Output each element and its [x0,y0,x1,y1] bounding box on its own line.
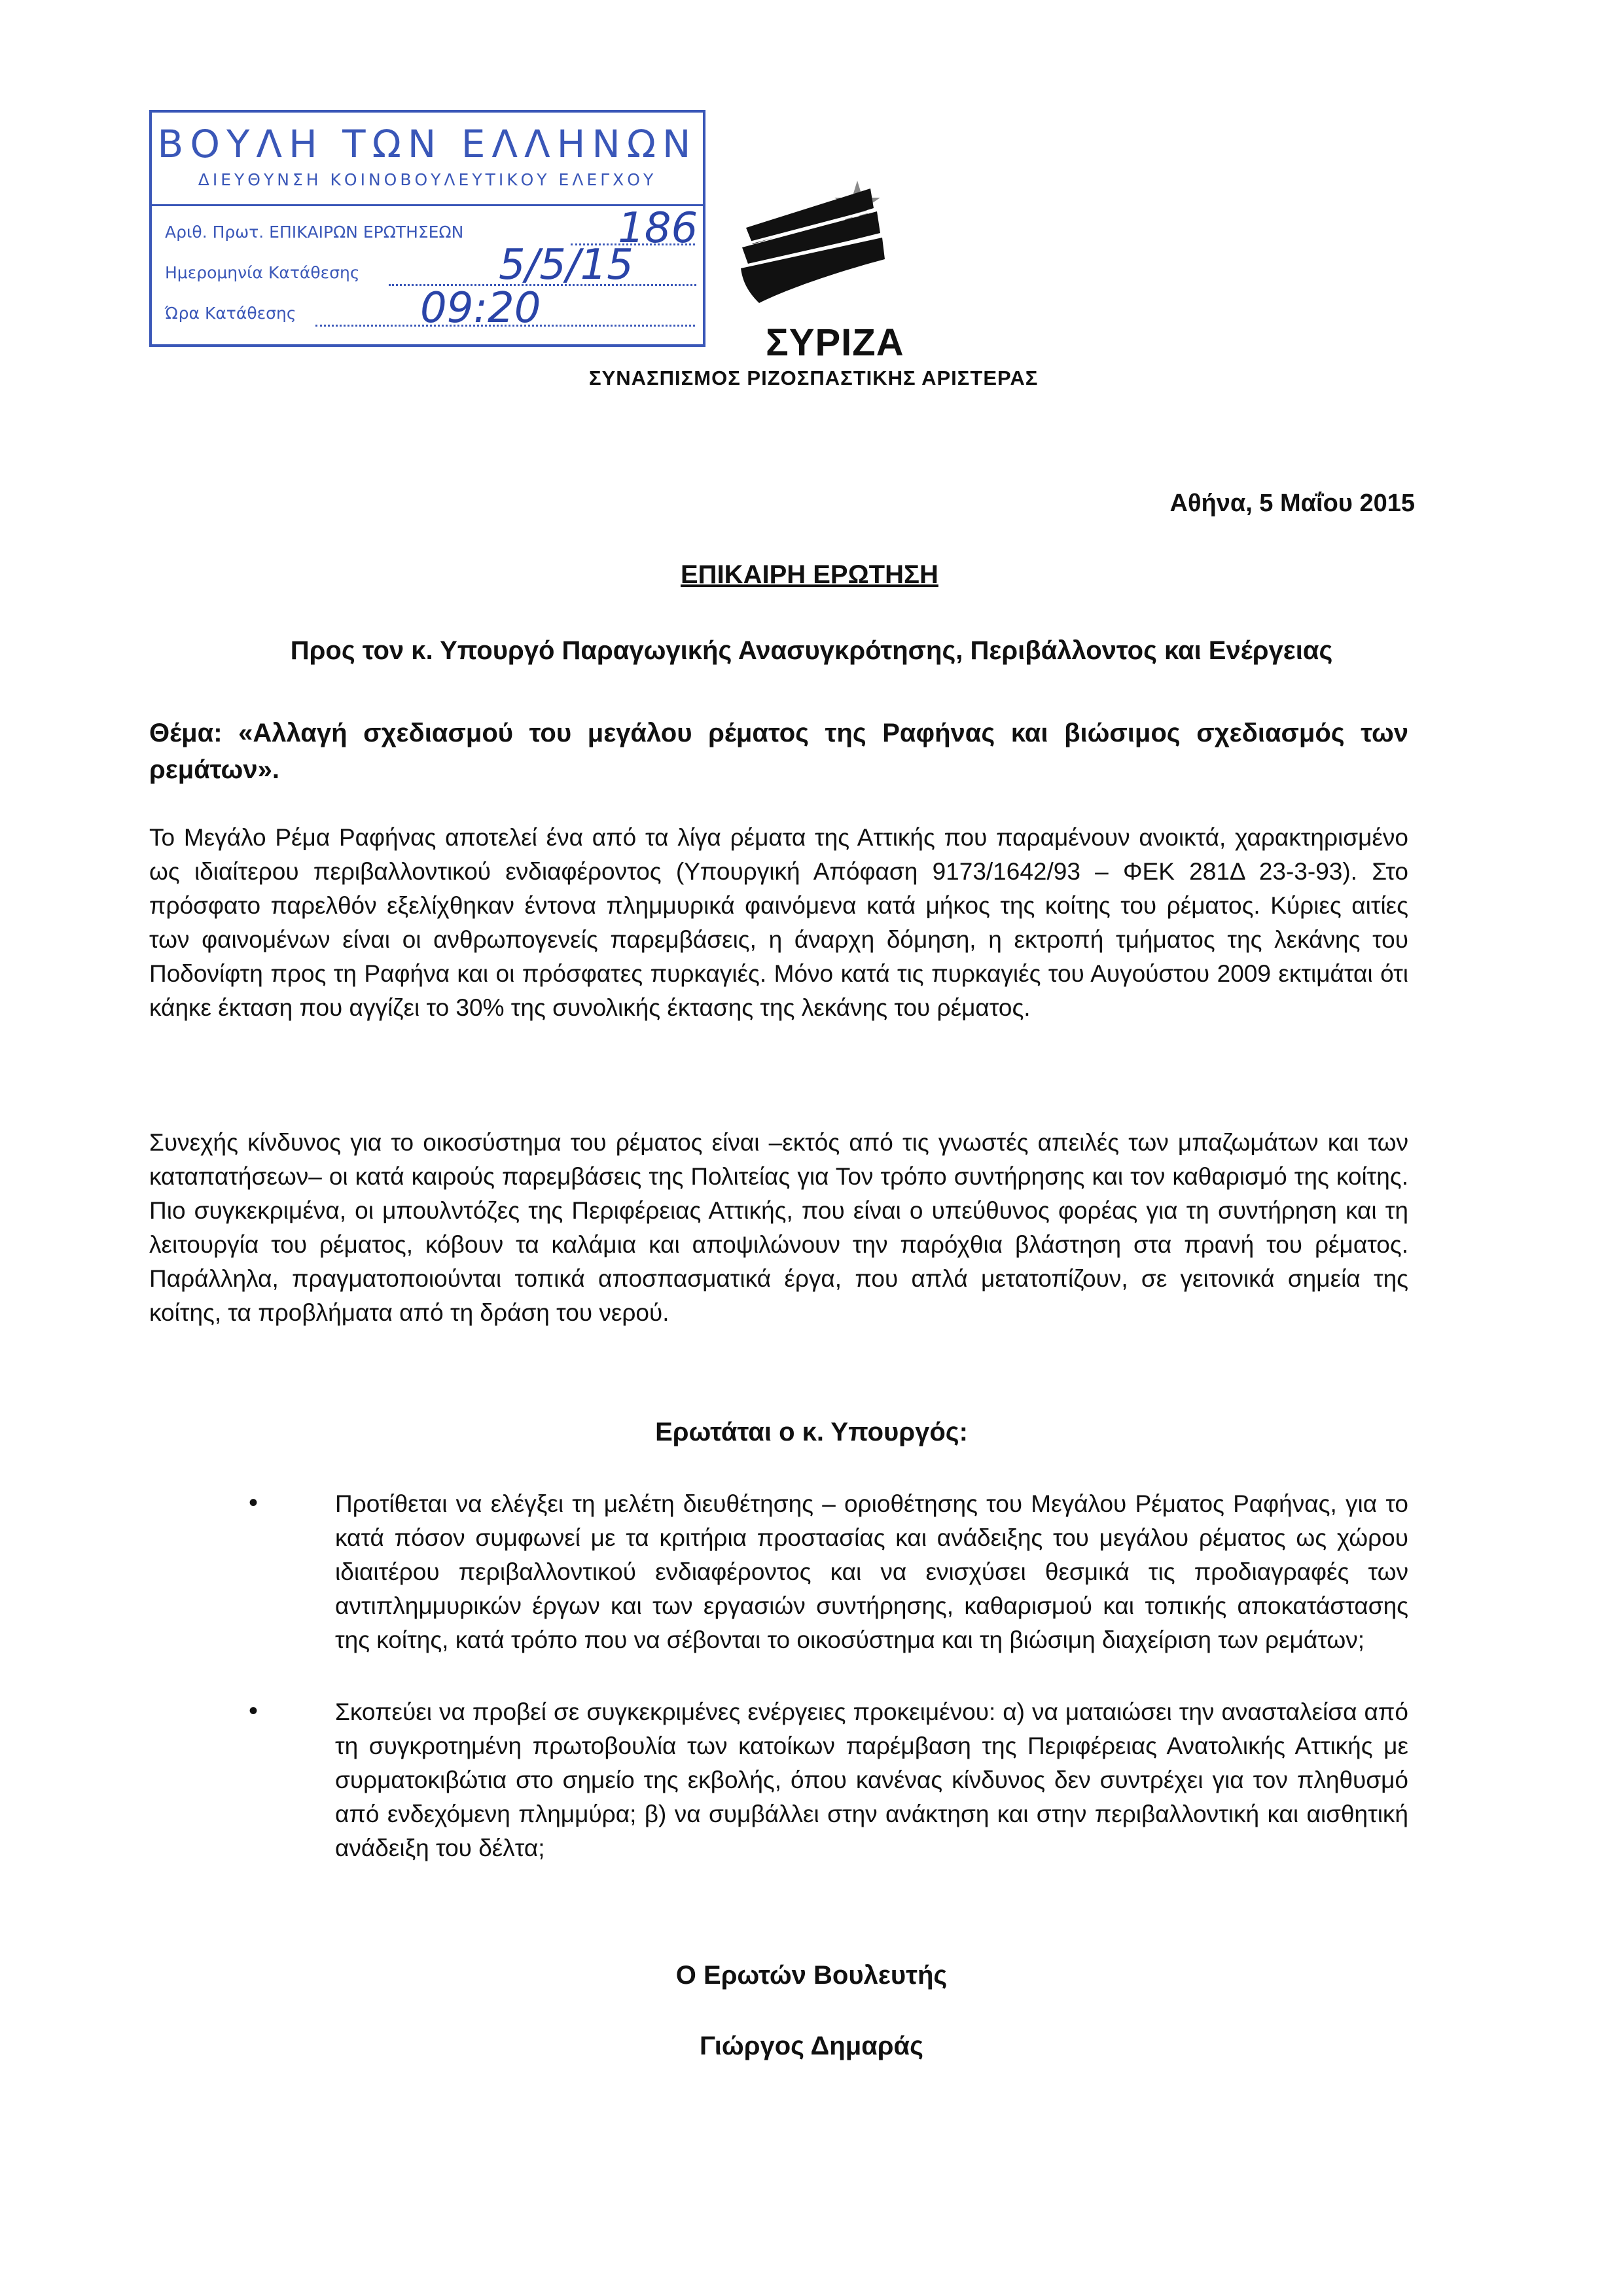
question-item: Σκοπεύει να προβεί σε συγκεκριμένες ενέργειες προκειμένου: α) να ματαιώσει την ανασταλείσα από τη συγκροτημένη πρωτοβουλία των κατοίκων παρέμβαση της Περιφέρειας Ανατολικής Αττικής με συρματοκιβώτια στο σημείο της εκβολής, όπου κανένας κίνδυνος δεν συντρέχει για τον πληθυσμό από ενδεχόμενη πλημμύρα; β) να συμβάλλει στην ανάκτηση και στην περιβαλλοντική και αισθητική ανάδειξη του δέλτα; [335,1698,1408,1861]
document-heading: ΕΠΙΚΑΙΡΗ ΕΡΩΤΗΣΗ [681,560,938,589]
party-name: ΣΥΡΙΖΑ [766,321,904,364]
question-item: Προτίθεται να ελέγξει τη μελέτη διευθέτησης – οριοθέτησης του Μεγάλου Ρέματος Ραφήνας, για το κατά πόσον συμφωνεί με τα κριτήρια προστασίας και ανάδειξης του μεγάλου ρέματος ως χώρου ιδιαιτέρου περιβαλλοντικού ενδιαφέροντος και να ενισχύσει θεσμικά τις προδιαγραφές των αντιπλημμυρικών έργων και των εργασιών συντήρησης, καθαρισμού και τοπικής αποκατάστασης της κοίτης, κατά τρόπο που να σέβονται το οικοσύστημα και τη βιώσιμη διαχείριση των ρεμάτων; [335,1490,1408,1653]
signoff: Ο Ερωτών Βουλευτής [675,1961,948,1990]
stamp-protocol-label: Αριθ. Πρωτ. ΕΠΙΚΑΙΡΩΝ ΕΡΩΤΗΣΕΩΝ [165,223,464,242]
stamp-time-value: 09:20 [420,284,541,332]
parliament-stamp [149,110,705,347]
stamp-title: ΒΟΥΛΗ ΤΩΝ ΕΛΛΗΝΩΝ [157,122,698,166]
bullet-icon: • [249,1696,259,1725]
questions-heading: Ερωτάται ο κ. Υπουργός: [655,1418,968,1446]
party-subtitle: ΣΥΝΑΣΠΙΣΜΟΣ ΡΙΖΟΣΠΑΣΤΙΚΗΣ ΑΡΙΣΤΕΡΑΣ [589,367,1039,389]
recipient: Προς τον κ. Υπουργό Παραγωγικής Ανασυγκρότησης, Περιβάλλοντος και Ενέργειας [290,636,1333,665]
body-paragraph: Το Μεγάλο Ρέμα Ραφήνας αποτελεί ένα από τα λίγα ρέματα της Αττικής που παραμένουν ανοικτά, χαρακτηρισμένο ως ιδιαίτερου περιβαλλοντικού ενδιαφέροντος (Υπουργική Απόφαση 9173/1642/93 – ΦΕΚ 281Δ 23-3-93). Στο πρόσφατο παρελθόν εξελίχθηκαν έντονα πλημμυρικά φαινόμενα κατά μήκος της κοίτης του ρέματος. Κύριες αιτίες των φαινομένων είναι οι ανθρωπογενείς παρεμβάσεις, η άναρχη δόμηση, η εκτροπή τμήματος της λεκάνης του Ποδονίφτη προς τη Ραφήνα και οι πρόσφατες πυρκαγιές. Μόνο κατά τις πυρκαγιές του Αυγούστου 2009 εκτιμάται ότι κάηκε έκταση που αγγίζει το 30% της συνολικής έκτασης της λεκάνης του ρέματος. [149,824,1408,1021]
stamp-protocol-value: 186 [618,204,698,253]
stamp-time-label: Ώρα Κατάθεσης [165,304,296,323]
syriza-flag-star-icon [733,175,897,306]
subject: Θέμα: «Αλλαγή σχεδιασμού του μεγάλου ρέματος της Ραφήνας και βιώσιμος σχεδιασμός των ρεμάτων». [149,719,1408,784]
document-date: Αθήνα, 5 Μαΐου 2015 [1169,490,1415,517]
bullet-icon: • [249,1488,259,1517]
stamp-date-label: Ημερομηνία Κατάθεσης [165,263,360,282]
signer-name: Γιώργος Δημαράς [700,2032,923,2060]
stamp-subtitle: ΔΙΕΥΘΥΝΣΗ ΚΟΙΝΟΒΟΥΛΕΥΤΙΚΟΥ ΕΛΕΓΧΟΥ [198,170,657,189]
body-paragraph: Συνεχής κίνδυνος για το οικοσύστημα του ρέματος είναι –εκτός από τις γνωστές απειλές των μπαζωμάτων και των καταπατήσεων– οι κατά καιρούς παρεμβάσεις της Πολιτείας για Τον τρόπο συντήρησης και τον καθαρισμό της κοίτης. Πιο συγκεκριμένα, οι μπουλντόζες της Περιφέρειας Αττικής, που είναι ο υπεύθυνος φορέας για τη συντήρηση και τη λειτουργία του ρέματος, κόβουν τα καλάμια και αποψιλώνουν την παρόχθια βλάστηση στα πρανή του ρέματος. Παράλληλα, πραγματοποιούνται τοπικά αποσπασματικά έργα, που απλά μετατοπίζουν, σε γειτονικά σημεία της κοίτης, τα προβλήματα από τη δράση του νερού. [149,1129,1408,1326]
stamp-date-value: 5/5/15 [499,241,633,289]
